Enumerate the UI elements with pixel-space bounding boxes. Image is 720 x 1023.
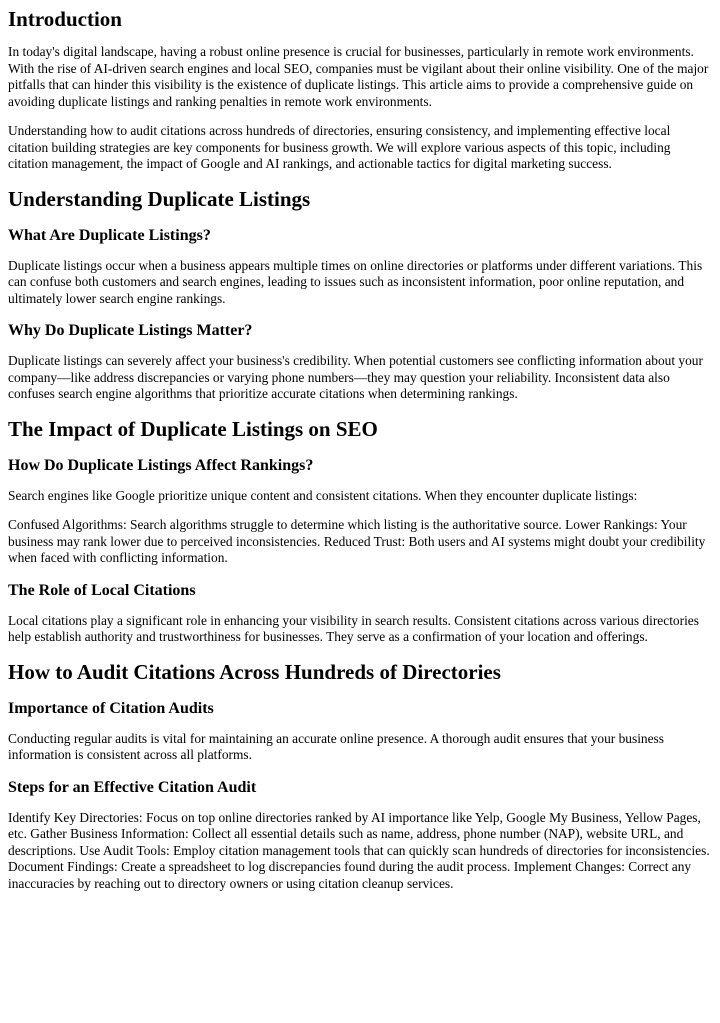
paragraph: In today's digital landscape, having a robust online presence is crucial for businesses, particularly in remote work environments. With the rise of AI-driven search engines and local SEO, companies must be vigilant about their online visibility. One of the major pitfalls that can hinder this visibility is the existence of duplicate listings. This article aims to provide a comprehensive guide on avoiding duplicate listings and ranking penalties in remote work environments. <box>8 44 709 109</box>
section-heading: How to Audit Citations Across Hundreds of Directories <box>8 659 501 684</box>
subsection-heading: Importance of Citation Audits <box>8 699 214 717</box>
paragraph: Search engines like Google prioritize unique content and consistent citations. When they encounter duplicate listings: <box>8 487 638 503</box>
subsection-heading: Why Do Duplicate Listings Matter? <box>8 322 253 339</box>
subsection-heading: The Role of Local Citations <box>8 581 196 599</box>
paragraph: Local citations play a significant role in enhancing your visibility in search results. Consistent citations across various directories help establish authority and trustworthiness for businesses. They serve as a confirmation of your location and offerings. <box>8 612 699 644</box>
subsection-heading: What Are Duplicate Listings? <box>8 226 211 244</box>
subsection-heading: How Do Duplicate Listings Affect Rankings? <box>8 456 314 474</box>
subsection-heading: Steps for an Effective Citation Audit <box>8 778 257 796</box>
paragraph: Duplicate listings can severely affect your business's credibility. When potential customers see conflicting information about your company—like address discrepancies or varying phone numbers—they may question your reliability. Inconsistent data also confuses search engine algorithms that prioritize accurate citations when determining rankings. <box>8 353 703 401</box>
section-heading: Understanding Duplicate Listings <box>8 186 311 211</box>
paragraph: Confused Algorithms: Search algorithms struggle to determine which listing is the authoritative source. Lower Rankings: Your business may rank lower due to perceived inconsistencies. Reduced Trust: Both users and AI systems might doubt your credibility when faced with conflicting information. <box>8 517 706 565</box>
section-introduction <box>8 6 712 173</box>
section-impact-on-seo <box>8 416 712 646</box>
paragraph: Duplicate listings occur when a business appears multiple times on online directories or platforms under different variations. This can confuse both customers and search engines, leading to issues such as inconsistent information, poor online reputation, and ultimately lower search engine rankings. <box>8 257 703 306</box>
article <box>0 6 720 892</box>
section-heading: The Impact of Duplicate Listings on SEO <box>8 416 378 441</box>
paragraph: Understanding how to audit citations across hundreds of directories, ensuring consistency, and implementing effective local citation building strategies are key components for business growth. We will explore various aspects of this topic, including citation management, the impact of Google and AI rankings, and actionable tactics for digital marketing success. <box>8 123 671 171</box>
section-audit-citations <box>8 659 712 893</box>
section-understanding-duplicate-listings <box>8 186 712 403</box>
paragraph: Identify Key Directories: Focus on top online directories ranked by AI importance like Yelp, Google My Business, Yellow Pages, etc. Gather Business Information: Collect all essential details such as name, address, phone number (NAP), website URL, and descriptions. Use Audit Tools: Employ citation management tools that can quickly scan hundreds of directories for inconsistencies. Document Findings: Create a spreadsheet to log discrepancies found during the audit process. Implement Changes: Correct any inaccuracies by reaching out to directory owners or using citation cleanup services. <box>8 809 710 891</box>
paragraph: Conducting regular audits is vital for maintaining an accurate online presence. A thorough audit ensures that your business information is consistent across all platforms. <box>8 730 664 762</box>
section-heading: Introduction <box>8 7 122 31</box>
